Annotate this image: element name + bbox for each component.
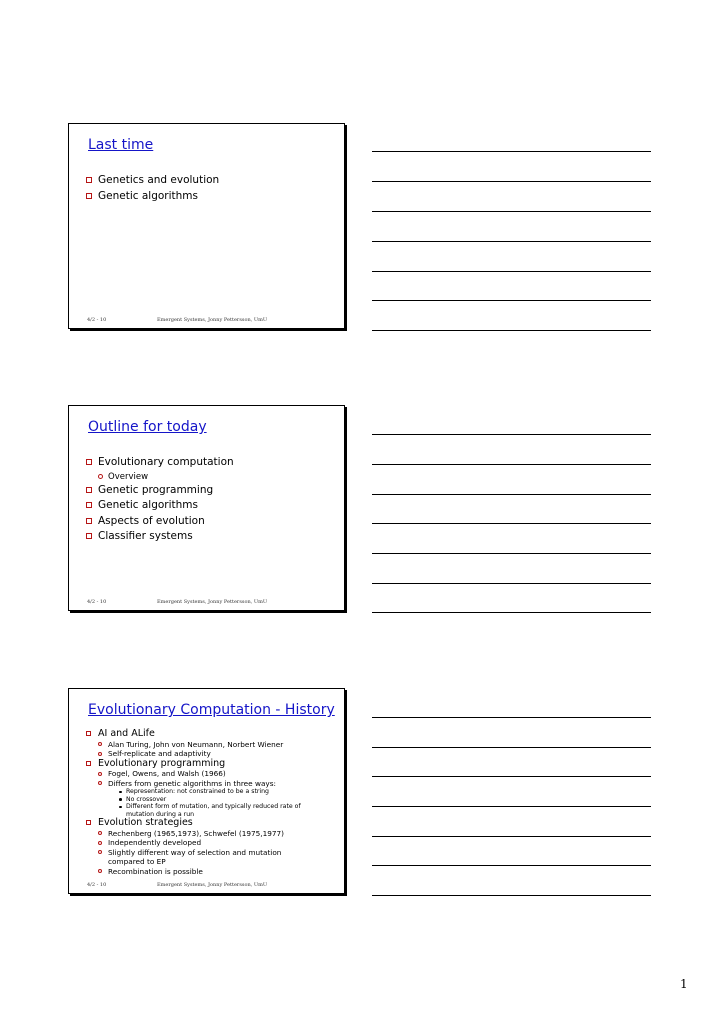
sub-bullet-item: Fogel, Owens, and Walsh (1966) — [86, 769, 338, 779]
note-line — [372, 776, 651, 777]
bullet-item: Evolution strategies — [86, 818, 338, 829]
note-line — [372, 464, 651, 465]
slide-footer — [87, 599, 268, 605]
slide-title: Evolutionary Computation - History — [88, 702, 335, 718]
slide-evolutionary-computation-history — [68, 688, 345, 894]
bullet-list — [86, 173, 338, 204]
note-line — [372, 494, 651, 495]
footer-credit: Emergent Systems, Jonny Pettersson, UmU — [157, 882, 268, 888]
notes-lines-2 — [372, 423, 651, 643]
sub-bullet-item: Recombination is possible — [86, 867, 338, 877]
bullet-list — [86, 729, 338, 876]
footer-credit: Emergent Systems, Jonny Pettersson, UmU — [157, 317, 268, 323]
note-line — [372, 583, 651, 584]
footer-credit: Emergent Systems, Jonny Pettersson, UmU — [157, 599, 268, 605]
bullet-item: Aspects of evolution — [86, 514, 338, 530]
note-line — [372, 612, 651, 613]
slide-last-time — [68, 123, 345, 329]
bullet-item: Genetic programming — [86, 483, 338, 499]
notes-lines-1 — [372, 140, 651, 360]
bullet-item: Genetic algorithms — [86, 189, 338, 205]
note-line — [372, 717, 651, 718]
bullet-item: Evolutionary computation — [86, 455, 338, 471]
note-line — [372, 553, 651, 554]
bullet-item: Classifier systems — [86, 529, 338, 545]
footer-date: 4/2 - 10 — [87, 882, 107, 888]
note-line — [372, 806, 651, 807]
sub-bullet-item: Independently developed — [86, 838, 338, 848]
note-line — [372, 895, 651, 896]
note-line — [372, 747, 651, 748]
sub-bullet-item: Self-replicate and adaptivity — [86, 749, 338, 759]
note-line — [372, 151, 651, 152]
note-line — [372, 434, 651, 435]
note-line — [372, 181, 651, 182]
slide-footer — [87, 882, 268, 888]
note-line — [372, 300, 651, 301]
sub-bullet-item: Differs from genetic algorithms in three ways: — [86, 779, 338, 789]
sub-bullet-item: Overview — [86, 471, 338, 483]
sub-bullet-item: Alan Turing, John von Neumann, Norbert Wiener — [86, 740, 338, 750]
bullet-item: AI and ALife — [86, 729, 338, 740]
bullet-list — [86, 455, 338, 545]
sub-bullet-item: Rechenberg (1965,1973), Schwefel (1975,1977) — [86, 829, 338, 839]
notes-lines-3 — [372, 706, 651, 926]
slide-title: Last time — [88, 137, 154, 153]
note-line — [372, 241, 651, 242]
sub-sub-bullet-item: No crossover — [86, 796, 338, 804]
note-line — [372, 211, 651, 212]
bullet-item: Evolutionary programming — [86, 759, 338, 770]
slide-footer — [87, 317, 268, 323]
note-line — [372, 836, 651, 837]
footer-date: 4/2 - 10 — [87, 317, 107, 323]
note-line — [372, 330, 651, 331]
footer-date: 4/2 - 10 — [87, 599, 107, 605]
page-number: 1 — [680, 977, 688, 991]
bullet-item: Genetics and evolution — [86, 173, 338, 189]
bullet-item: Genetic algorithms — [86, 498, 338, 514]
note-line — [372, 865, 651, 866]
note-line — [372, 523, 651, 524]
sub-bullet-item: Slightly different way of selection and mutation compared to EP — [86, 848, 338, 867]
slide-title: Outline for today — [88, 419, 207, 435]
sub-sub-bullet-item: Different form of mutation, and typically reduced rate of mutation during a run — [86, 803, 338, 818]
note-line — [372, 271, 651, 272]
sub-sub-bullet-item: Representation: not constrained to be a string — [86, 788, 338, 796]
slide-outline-for-today — [68, 405, 345, 611]
